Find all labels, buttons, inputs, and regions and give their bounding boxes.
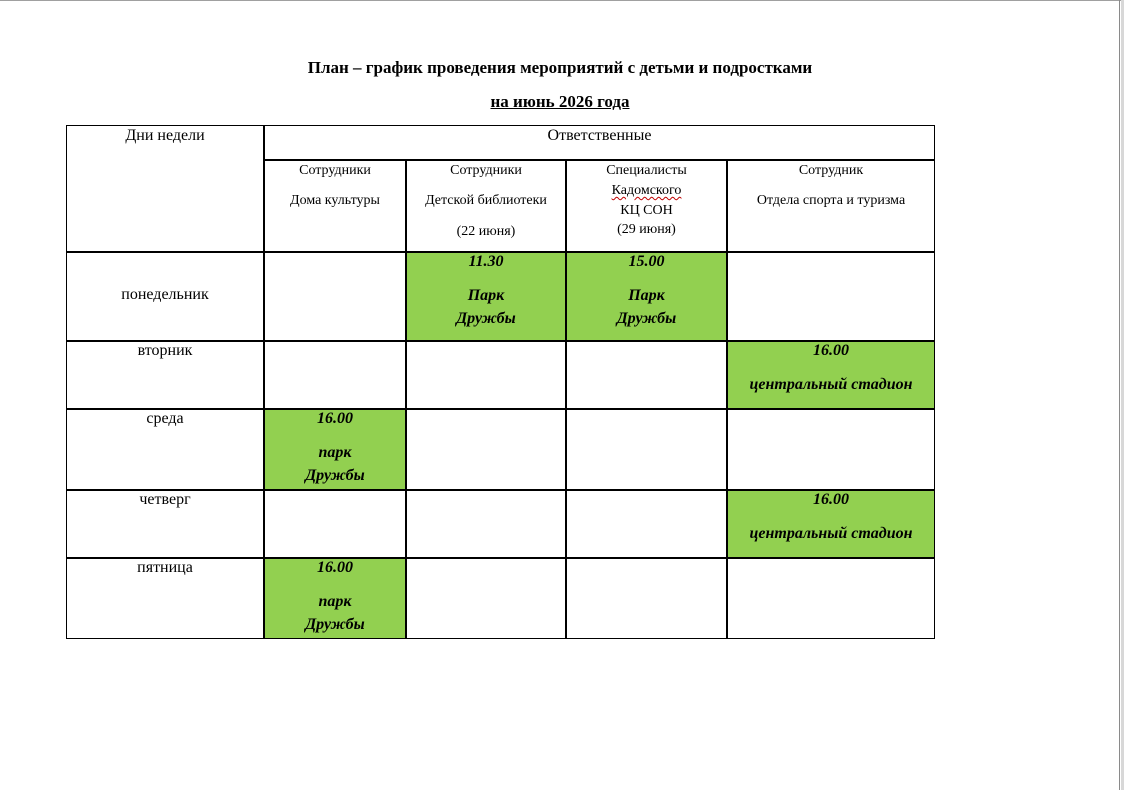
table-cell bbox=[566, 409, 727, 490]
event-cell-friday-culture bbox=[264, 558, 406, 639]
day-cell-friday bbox=[66, 558, 264, 639]
column-header-line: Кадомского bbox=[611, 183, 682, 198]
event-cell-thursday-sport bbox=[727, 490, 935, 558]
table-cell bbox=[264, 341, 406, 409]
column-header-sport bbox=[727, 160, 935, 252]
header-responsible-cell bbox=[264, 125, 935, 160]
header-days-label: Дни недели bbox=[125, 127, 205, 144]
document-title: План – график проведения мероприятий с детьми и подростками bbox=[307, 58, 813, 77]
day-label: пятница bbox=[137, 559, 193, 576]
column-header-line: Сотрудники bbox=[299, 163, 371, 178]
page-right-edge bbox=[1119, 0, 1120, 790]
column-header-line: Специалисты bbox=[606, 163, 687, 178]
table-cell bbox=[264, 490, 406, 558]
event-cell-wednesday-culture bbox=[264, 409, 406, 490]
header-days-cell bbox=[66, 125, 264, 252]
table-cell bbox=[406, 409, 566, 490]
header-responsible-label: Ответственные bbox=[547, 127, 652, 144]
day-label: четверг bbox=[139, 491, 191, 508]
table-cell bbox=[566, 341, 727, 409]
day-cell-tuesday bbox=[66, 341, 264, 409]
event-place: Дружбы bbox=[456, 310, 516, 327]
event-time: 16.00 bbox=[813, 491, 849, 508]
column-header-line: Сотрудники bbox=[450, 163, 522, 178]
event-place: Дружбы bbox=[305, 616, 365, 633]
column-header-kcson bbox=[566, 160, 727, 252]
column-header-culture bbox=[264, 160, 406, 252]
table-cell bbox=[566, 490, 727, 558]
table-cell bbox=[406, 341, 566, 409]
event-place: Парк bbox=[467, 287, 505, 304]
column-header-line: (22 июня) bbox=[456, 224, 516, 239]
table-cell bbox=[727, 252, 935, 341]
page-top-border bbox=[0, 0, 1124, 1]
event-time: 16.00 bbox=[813, 342, 849, 359]
day-label: вторник bbox=[137, 342, 193, 359]
table-cell bbox=[727, 409, 935, 490]
event-place: Дружбы bbox=[616, 310, 677, 327]
event-place: Дружбы bbox=[305, 467, 365, 484]
column-header-line: Отдела спорта и туризма bbox=[756, 193, 906, 208]
event-time: 11.30 bbox=[468, 253, 504, 270]
day-label: среда bbox=[146, 410, 184, 427]
day-cell-thursday bbox=[66, 490, 264, 558]
event-time: 16.00 bbox=[317, 410, 353, 427]
table-cell bbox=[566, 558, 727, 639]
day-cell-wednesday bbox=[66, 409, 264, 490]
event-cell-tuesday-sport bbox=[727, 341, 935, 409]
event-cell-monday-kcson bbox=[566, 252, 727, 341]
event-time: 16.00 bbox=[317, 559, 353, 576]
column-header-line: Детской библиотеки bbox=[425, 193, 547, 208]
event-place: парк bbox=[318, 444, 352, 461]
day-label: понедельник bbox=[121, 286, 209, 303]
document-subtitle: на июнь 2026 года bbox=[490, 92, 630, 111]
column-header-line: КЦ СОН bbox=[620, 203, 673, 218]
event-place: Парк bbox=[628, 287, 665, 304]
column-header-line: (29 июня) bbox=[617, 222, 676, 237]
table-cell bbox=[406, 558, 566, 639]
table-cell bbox=[406, 490, 566, 558]
column-header-line: Сотрудник bbox=[798, 163, 864, 178]
event-time: 15.00 bbox=[628, 253, 665, 270]
column-header-line: Дома культуры bbox=[290, 193, 380, 208]
event-place: центральный стадион bbox=[749, 525, 913, 542]
event-cell-monday-library bbox=[406, 252, 566, 341]
column-header-library bbox=[406, 160, 566, 252]
event-place: центральный стадион bbox=[749, 376, 913, 393]
event-place: парк bbox=[318, 593, 352, 610]
column-header-line-wrap bbox=[567, 183, 726, 199]
day-cell-monday bbox=[66, 252, 264, 341]
table-cell bbox=[727, 558, 935, 639]
table-cell bbox=[264, 252, 406, 341]
